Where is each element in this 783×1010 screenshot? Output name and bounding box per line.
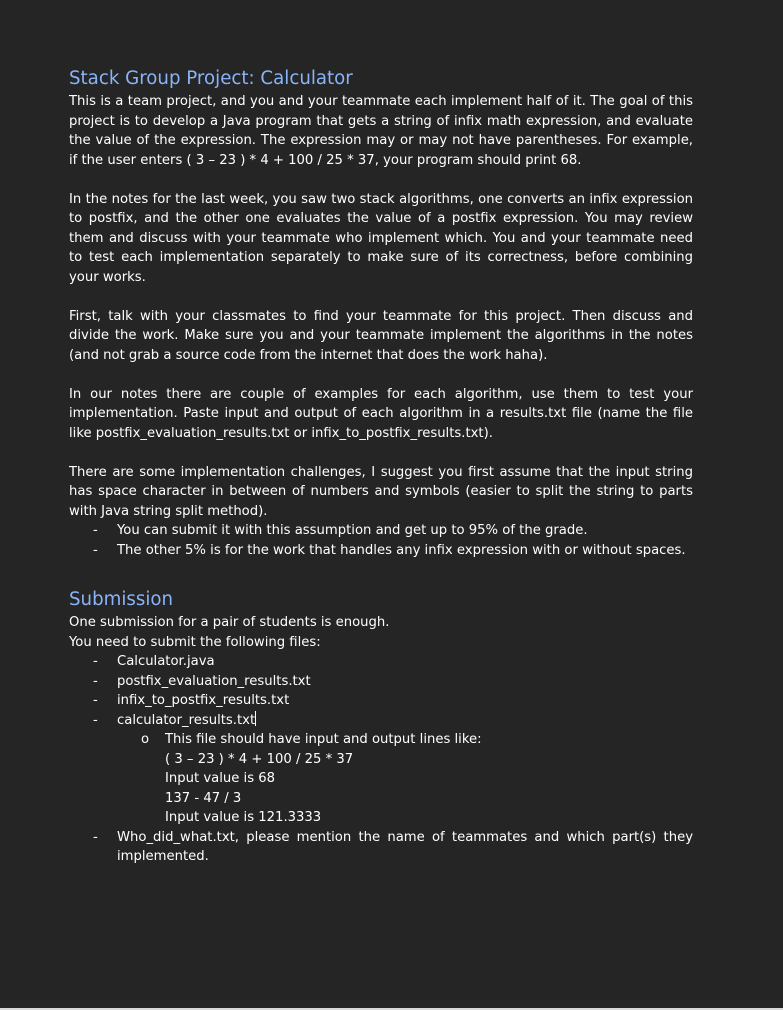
intro-paragraph: This is a team project, and you and your teammate each implement half of it. The goal of this project is to develop a Java program that gets a string of infix math expression, and evaluate the value of the expression. The expression may or may not have parentheses. For example, if the user enters ( 3 – 23 ) * 4 + 100 / 25 * 37, your program should print 68. [69, 94, 693, 168]
submission-heading: Submission [69, 589, 174, 610]
list-item: - The other 5% is for the work that handles any infix expression with or without spaces. [117, 541, 693, 561]
document-content [69, 66, 693, 867]
text-cursor [255, 711, 256, 726]
example-line: Input value is 68 [165, 771, 276, 786]
algorithms-paragraph: In the notes for the last week, you saw two stack algorithms, one converts an infix expression to postfix, and the other one evaluates the value of a postfix expression. You may review them and discuss with your teammate who implement which. You and your teammate need to test each implementation separately to make sure of its correctness, before combining your works. [69, 191, 693, 285]
list-item: - You can submit it with this assumption and get up to 95% of the grade. [117, 521, 693, 541]
list-item: - Calculator.java [117, 652, 693, 672]
sub-list [117, 730, 693, 828]
sub-note: o This file should have input and output lines like: [165, 732, 482, 747]
example-line: ( 3 – 23 ) * 4 + 100 / 25 * 37 [165, 751, 354, 767]
list-item: - Who_did_what.txt, please mention the name of teammates and which part(s) they implemented. [117, 828, 693, 867]
sub-list-item [165, 730, 693, 828]
testing-paragraph: In our notes there are couple of examples for each algorithm, use them to test your implementation. Paste input and output of each algorithm in a results.txt file (name the file like postfix_evaluation_results.txt or infix_to_postfix_results.txt). [69, 386, 693, 441]
submission-line: You need to submit the following files: [69, 634, 321, 650]
example-line: 137 - 47 / 3 [165, 790, 242, 806]
challenges-paragraph: There are some implementation challenges, I suggest you first assume that the input string has space character in between of numbers and symbols (easier to split the string to parts with Java string split method). [69, 464, 693, 519]
list-item [117, 711, 693, 828]
file-list [69, 652, 693, 867]
submission-line: One submission for a pair of students is enough. [69, 615, 390, 630]
page-title: Stack Group Project: Calculator [69, 68, 353, 89]
example-line: Input value is 121.3333 [165, 810, 322, 825]
list-item: - postfix_evaluation_results.txt [117, 672, 693, 692]
list-item: - infix_to_postfix_results.txt [117, 691, 693, 711]
grading-list [69, 521, 693, 560]
teammate-paragraph: First, talk with your classmates to find your teammate for this project. Then discuss and divide the work. Make sure you and your teammate implement the algorithms in the notes (and not grab a source code from the internet that does the work haha). [69, 308, 693, 363]
file-name: calculator_results.txt [117, 712, 256, 728]
